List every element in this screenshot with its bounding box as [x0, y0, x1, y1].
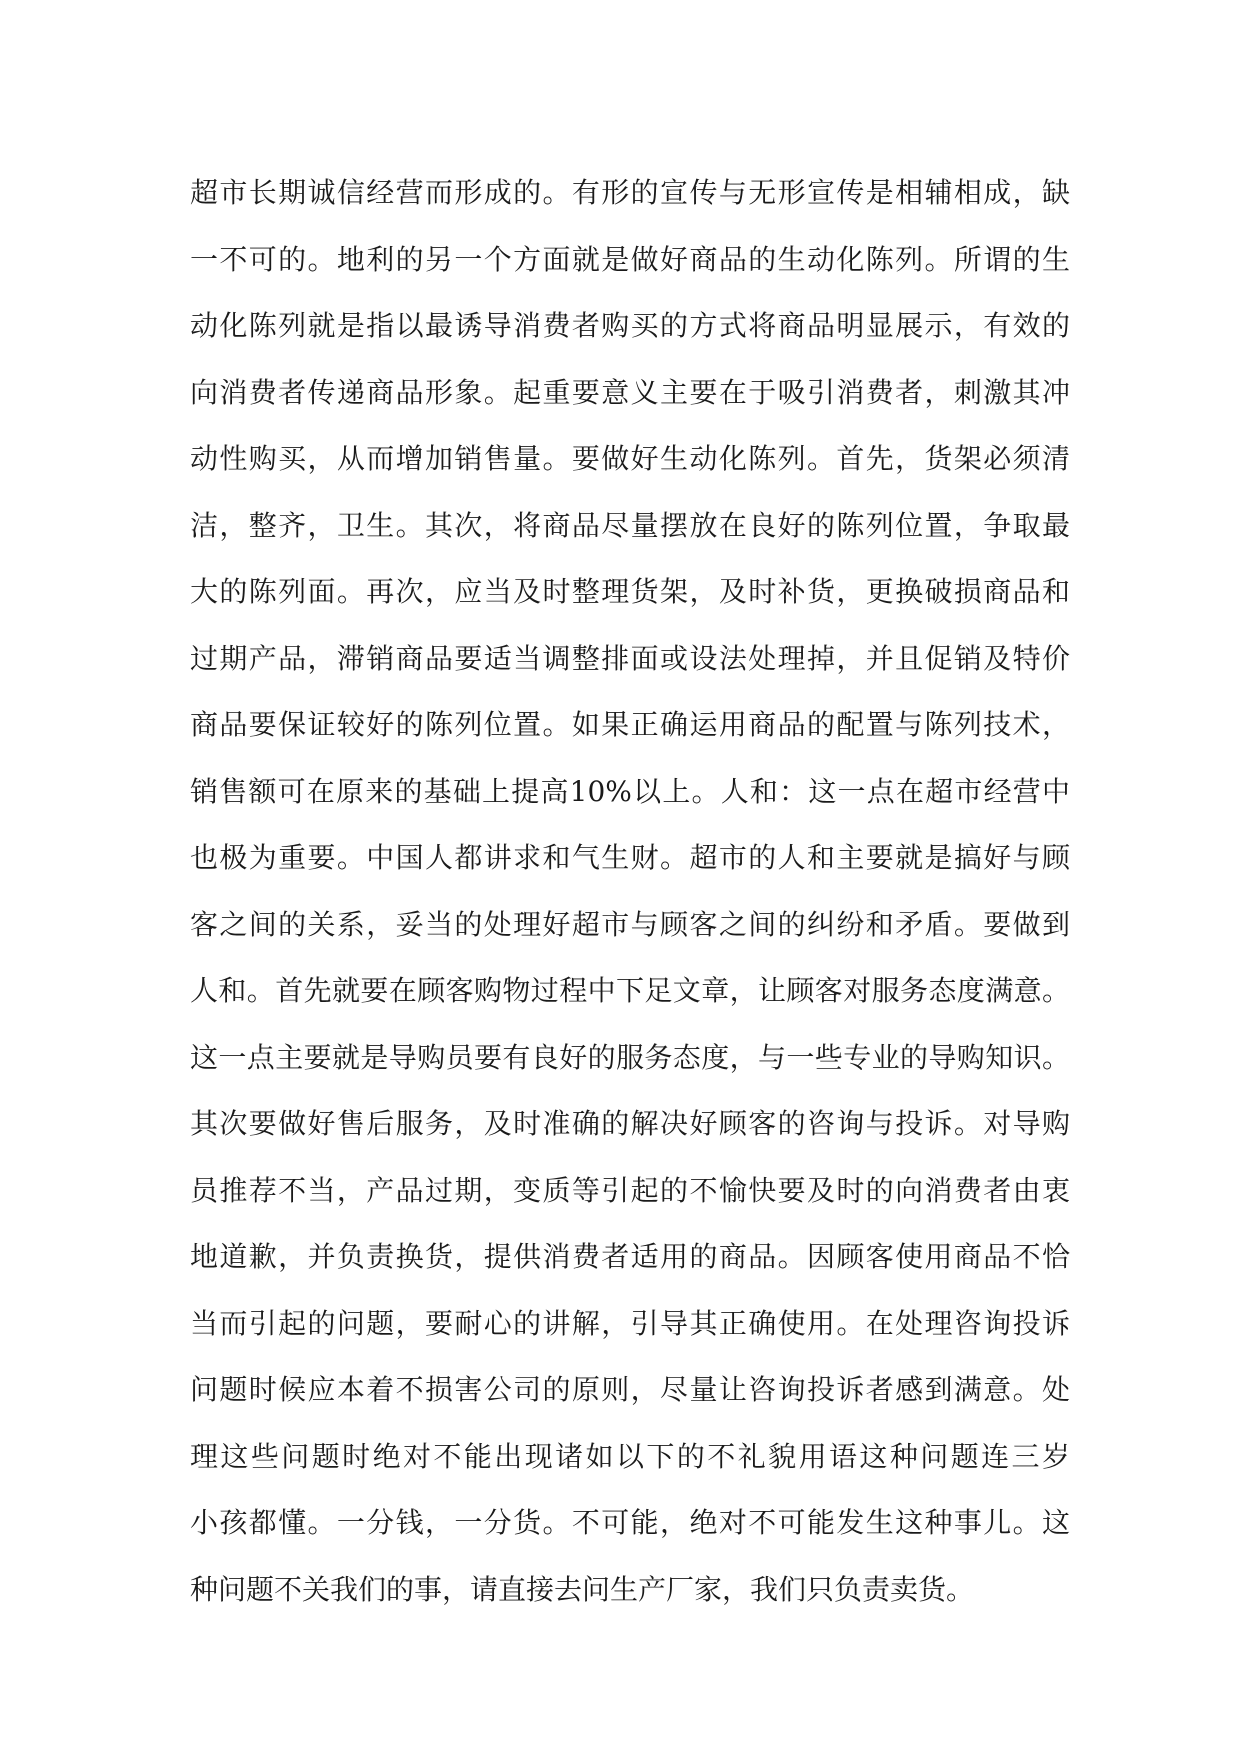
text-line: 商品要保证较好的陈列位置。如果正确运用商品的配置与陈列技术，	[190, 708, 1070, 741]
text-line: 也极为重要。中国人都讲求和气生财。超市的人和主要就是搞好与顾	[190, 841, 1070, 874]
text-line: 动性购买，从而增加销售量。要做好生动化陈列。首先，货架必须清	[190, 442, 1070, 475]
text-line: 销售额可在原来的基础上提高10%以上。人和：这一点在超市经营中	[190, 774, 1070, 808]
text-line: 一不可的。地利的另一个方面就是做好商品的生动化陈列。所谓的生	[190, 242, 1070, 276]
text-line: 其次要做好售后服务，及时准确的解决好顾客的咨询与投诉。对导购	[190, 1107, 1070, 1140]
text-line: 地道歉，并负责换货，提供消费者适用的商品。因顾客使用商品不恰	[190, 1240, 1070, 1273]
text-line: 这一点主要就是导购员要有良好的服务态度，与一些专业的导购知识。	[190, 1040, 1070, 1074]
text-line: 问题时候应本着不损害公司的原则，尽量让咨询投诉者感到满意。处	[190, 1373, 1070, 1406]
text-line: 员推荐不当，产品过期，变质等引起的不愉快要及时的向消费者由衷	[190, 1173, 1070, 1207]
text-line: 超市长期诚信经营而形成的。有形的宣传与无形宣传是相辅相成，缺	[190, 176, 1070, 209]
text-line: 当而引起的问题，要耐心的讲解，引导其正确使用。在处理咨询投诉	[190, 1306, 1070, 1340]
text-line: 向消费者传递商品形象。起重要意义主要在于吸引消费者，刺激其冲	[190, 375, 1070, 409]
text-line: 种问题不关我们的事，请直接去问生产厂家，我们只负责卖货。	[190, 1572, 975, 1606]
text-line: 大的陈列面。再次，应当及时整理货架，及时补货，更换破损商品和	[190, 575, 1070, 608]
text-line: 洁，整齐，卫生。其次，将商品尽量摆放在良好的陈列位置，争取最	[190, 508, 1070, 542]
text-line: 人和。首先就要在顾客购物过程中下足文章，让顾客对服务态度满意。	[190, 974, 1070, 1007]
text-line: 客之间的关系，妥当的处理好超市与顾客之间的纠纷和矛盾。要做到	[190, 907, 1070, 941]
text-line: 小孩都懂。一分钱，一分货。不可能，绝对不可能发生这种事儿。这	[190, 1506, 1070, 1539]
text-line: 理这些问题时绝对不能出现诸如以下的不礼貌用语这种问题连三岁	[190, 1439, 1070, 1473]
body-text	[190, 160, 1070, 1623]
text-line: 过期产品，滞销商品要适当调整排面或设法处理掉，并且促销及特价	[190, 641, 1070, 675]
text-line: 动化陈列就是指以最诱导消费者购买的方式将商品明显展示，有效的	[190, 309, 1070, 342]
